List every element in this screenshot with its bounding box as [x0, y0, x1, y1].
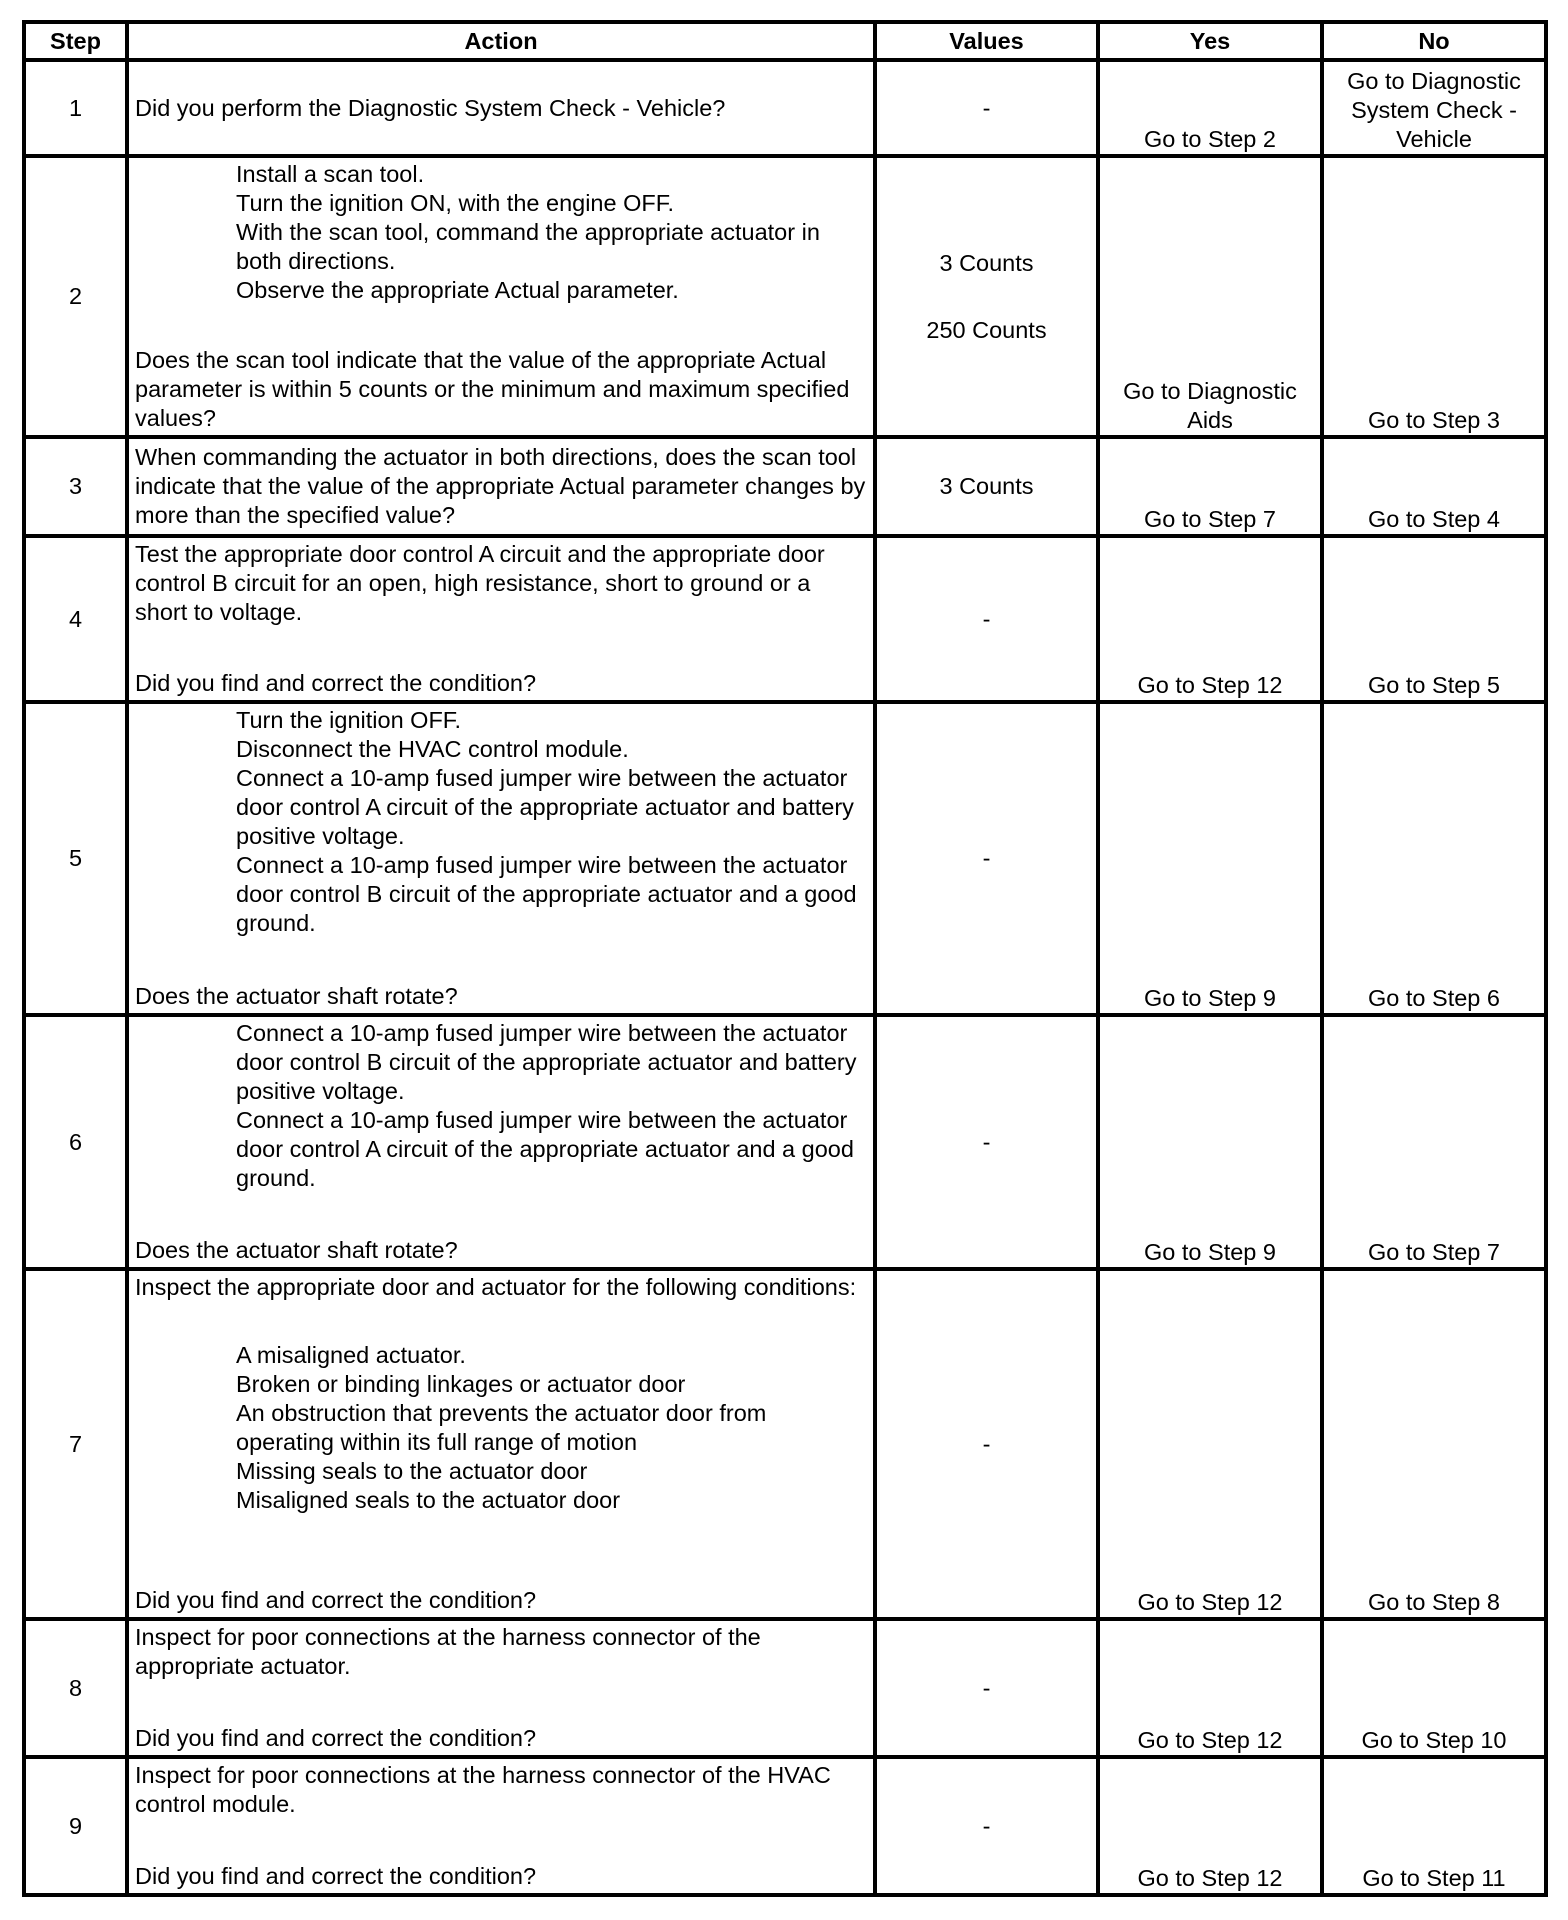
no-action: Go to Step 7 — [1322, 1015, 1546, 1269]
value-text: - — [982, 1674, 991, 1701]
values-cell — [875, 437, 1098, 536]
step-number: 6 — [24, 1015, 127, 1269]
table-row — [24, 1757, 1546, 1895]
yes-action: Go to Step 12 — [1098, 1619, 1322, 1757]
action-question: Did you find and correct the condition? — [135, 1587, 537, 1613]
values-cell — [875, 60, 1098, 156]
action-step-item: Broken or binding linkages or actuator door — [236, 1371, 686, 1397]
step-number: 1 — [24, 60, 127, 156]
action-intro-text: Inspect for poor connections at the harness connector of the appropriate actuator. — [135, 1624, 768, 1679]
yes-action: Go to Step 12 — [1098, 1269, 1322, 1619]
no-action: Go to Step 3 — [1322, 156, 1546, 437]
no-action: Go to Step 6 — [1322, 702, 1546, 1015]
action-question: Did you find and correct the condition? — [135, 1863, 537, 1889]
step-number: 5 — [24, 702, 127, 1015]
value-text: 3 Counts — [939, 473, 1034, 499]
no-action: Go to Step 5 — [1322, 536, 1546, 702]
action-step-item: Turn the ignition ON, with the engine OFF. — [236, 190, 675, 216]
action-step-item: An obstruction that prevents the actuator door from operating within its full range of motion — [236, 1400, 773, 1455]
step-number: 8 — [24, 1619, 127, 1757]
value-text: - — [982, 1430, 991, 1457]
yes-action: Go to Diagnostic Aids — [1098, 156, 1322, 437]
action-question: Did you perform the Diagnostic System Check - Vehicle? — [135, 94, 726, 121]
action-cell — [127, 1015, 875, 1269]
value-text: 3 Counts — [939, 249, 1034, 276]
table-row — [24, 1269, 1546, 1619]
table-row — [24, 702, 1546, 1015]
action-step-item: Connect a 10-amp fused jumper wire between the actuator door control B circuit of the appropriate actuator and a good ground. — [236, 852, 864, 936]
no-action: Go to Step 4 — [1322, 437, 1546, 536]
no-action: Go to Step 11 — [1322, 1757, 1546, 1895]
action-step-item: Install a scan tool. — [236, 161, 425, 187]
table-row — [24, 437, 1546, 536]
header-step: Step — [24, 22, 127, 60]
action-step-item: Observe the appropriate Actual parameter. — [236, 277, 679, 303]
yes-action: Go to Step 2 — [1098, 60, 1322, 156]
action-step-item: With the scan tool, command the appropriate actuator in both directions. — [236, 219, 827, 274]
action-intro-text: Inspect for poor connections at the harness connector of the HVAC control module. — [135, 1762, 838, 1817]
action-intro-text: Inspect the appropriate door and actuator for the following conditions: — [135, 1274, 857, 1300]
action-question: When commanding the actuator in both directions, does the scan tool indicate that the value of the appropriate Actual parameter changes by more than the specified value? — [135, 444, 872, 528]
step-number: 4 — [24, 536, 127, 702]
values-cell — [875, 1015, 1098, 1269]
no-action: Go to Step 10 — [1322, 1619, 1546, 1757]
yes-action: Go to Step 9 — [1098, 1015, 1322, 1269]
table-header-row — [24, 22, 1546, 60]
table-row — [24, 60, 1546, 156]
action-question: Does the actuator shaft rotate? — [135, 1237, 458, 1263]
header-values: Values — [875, 22, 1098, 60]
value-text: - — [982, 1128, 991, 1155]
action-cell — [127, 1757, 875, 1895]
yes-action: Go to Step 12 — [1098, 536, 1322, 702]
diagnostic-table — [22, 20, 1548, 1897]
action-cell — [127, 536, 875, 702]
table-row — [24, 156, 1546, 437]
values-cell — [875, 1619, 1098, 1757]
step-number: 2 — [24, 156, 127, 437]
value-text: 250 Counts — [926, 316, 1047, 343]
values-cell — [875, 1757, 1098, 1895]
action-step-item: Connect a 10-amp fused jumper wire between the actuator door control A circuit of the appropriate actuator and a good ground. — [236, 1107, 861, 1191]
values-cell — [875, 702, 1098, 1015]
values-cell — [875, 156, 1098, 437]
action-cell — [127, 60, 875, 156]
diagnostic-table-page — [22, 20, 1544, 1897]
yes-action: Go to Step 9 — [1098, 702, 1322, 1015]
header-action: Action — [127, 22, 875, 60]
yes-action: Go to Step 12 — [1098, 1757, 1322, 1895]
no-action: Go to Diagnostic System Check - Vehicle — [1322, 60, 1546, 156]
table-row — [24, 1015, 1546, 1269]
action-cell — [127, 702, 875, 1015]
table-row — [24, 1619, 1546, 1757]
action-question: Did you find and correct the condition? — [135, 670, 537, 696]
action-cell — [127, 156, 875, 437]
value-text: - — [982, 94, 991, 121]
action-question: Does the actuator shaft rotate? — [135, 983, 458, 1009]
table-row — [24, 536, 1546, 702]
action-step-item: A misaligned actuator. — [236, 1342, 466, 1368]
action-step-item: Turn the ignition OFF. — [236, 707, 462, 733]
header-yes: Yes — [1098, 22, 1322, 60]
values-cell — [875, 536, 1098, 702]
action-step-item: Connect a 10-amp fused jumper wire between the actuator door control A circuit of the appropriate actuator and battery positive voltage. — [236, 765, 861, 849]
header-no: No — [1322, 22, 1546, 60]
action-cell — [127, 1619, 875, 1757]
action-intro-text: Test the appropriate door control A circuit and the appropriate door control B circuit for an open, high resistance, short to ground or a short to voltage. — [135, 541, 832, 625]
action-question: Did you find and correct the condition? — [135, 1725, 537, 1751]
action-question: Does the scan tool indicate that the value of the appropriate Actual parameter is within 5 counts or the minimum and maximum specified values? — [135, 347, 856, 431]
action-step-item: Missing seals to the actuator door — [236, 1458, 588, 1484]
step-number: 9 — [24, 1757, 127, 1895]
no-action: Go to Step 8 — [1322, 1269, 1546, 1619]
step-number: 7 — [24, 1269, 127, 1619]
yes-action: Go to Step 7 — [1098, 437, 1322, 536]
action-cell — [127, 437, 875, 536]
action-cell — [127, 1269, 875, 1619]
action-step-item: Misaligned seals to the actuator door — [236, 1487, 621, 1513]
value-text: - — [982, 1812, 991, 1839]
value-text: - — [982, 845, 991, 871]
action-step-item: Connect a 10-amp fused jumper wire between the actuator door control B circuit of the appropriate actuator and battery positive voltage. — [236, 1020, 864, 1104]
action-step-item: Disconnect the HVAC control module. — [236, 736, 629, 762]
values-cell — [875, 1269, 1098, 1619]
step-number: 3 — [24, 437, 127, 536]
value-text: - — [982, 605, 991, 632]
